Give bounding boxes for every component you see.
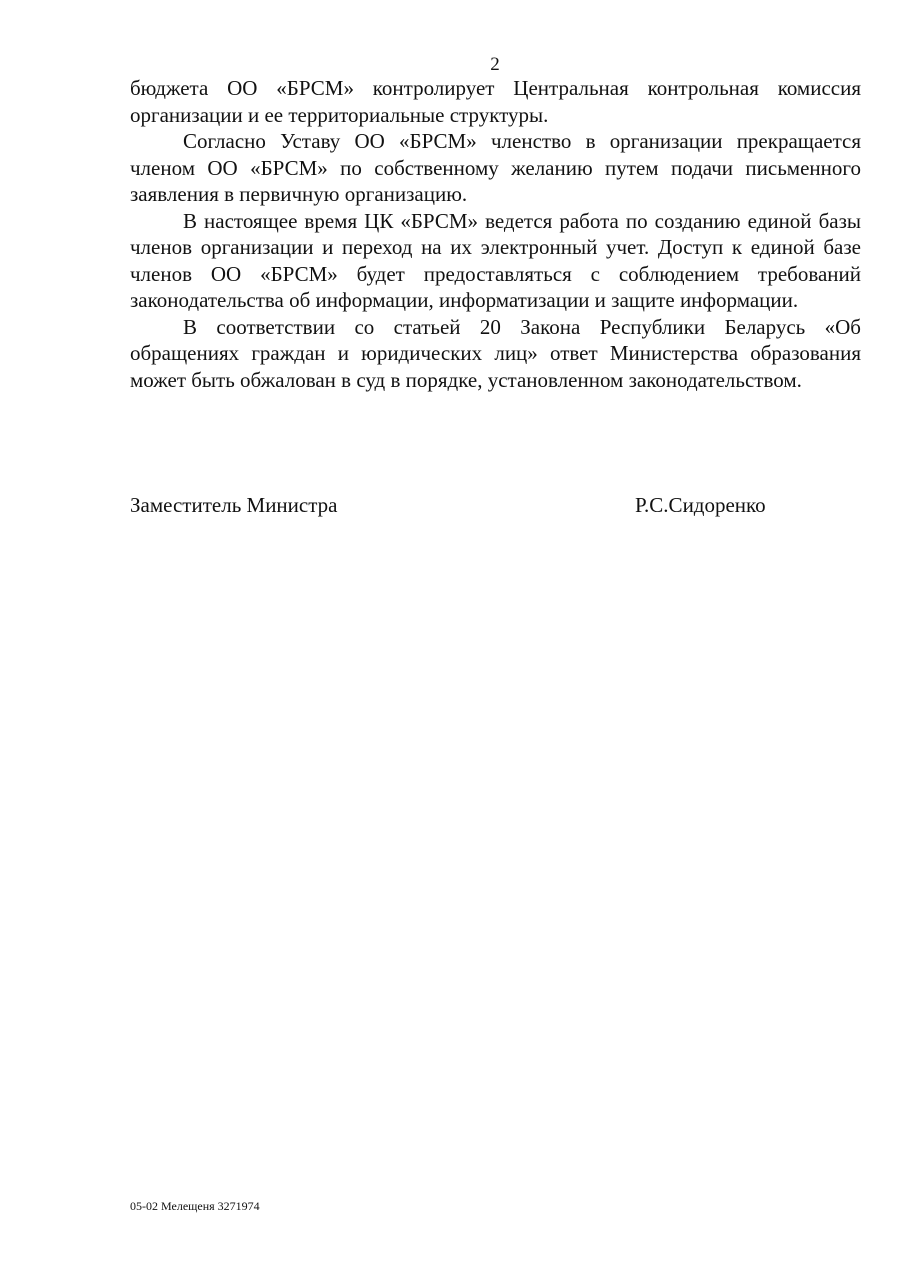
paragraph-continuation: бюджета ОО «БРСМ» контролирует Центральная контрольная комиссия организации и ее территориальные структуры.: [130, 76, 861, 127]
paragraph-member-database: В настоящее время ЦК «БРСМ» ведется работа по созданию единой базы членов организации и переход на их электронный учет. Доступ к единой базе членов ОО «БРСМ» будет предоставляться с соблюдением требований законодательства об информации, информатизации и защите информации.: [130, 208, 861, 312]
paragraph-membership-termination: Согласно Уставу ОО «БРСМ» членство в организации прекращается членом ОО «БРСМ» по собственному желанию путем подачи письменного заявления в первичную организацию.: [130, 129, 861, 206]
signature-block: [130, 492, 861, 520]
executor-note: 05-02 Мелещеня 3271974: [130, 1199, 260, 1213]
letter-body: [130, 75, 861, 393]
signatory-title: Заместитель Министра: [130, 493, 338, 517]
paragraph-appeal-rights: В соответствии со статьей 20 Закона Республики Беларусь «Об обращениях граждан и юридических лиц» ответ Министерства образования может быть обжалован в суд в порядке, установленном законодательством.: [130, 314, 861, 392]
signatory-name: Р.С.Сидоренко: [635, 493, 766, 517]
page-number: 2: [490, 54, 500, 75]
